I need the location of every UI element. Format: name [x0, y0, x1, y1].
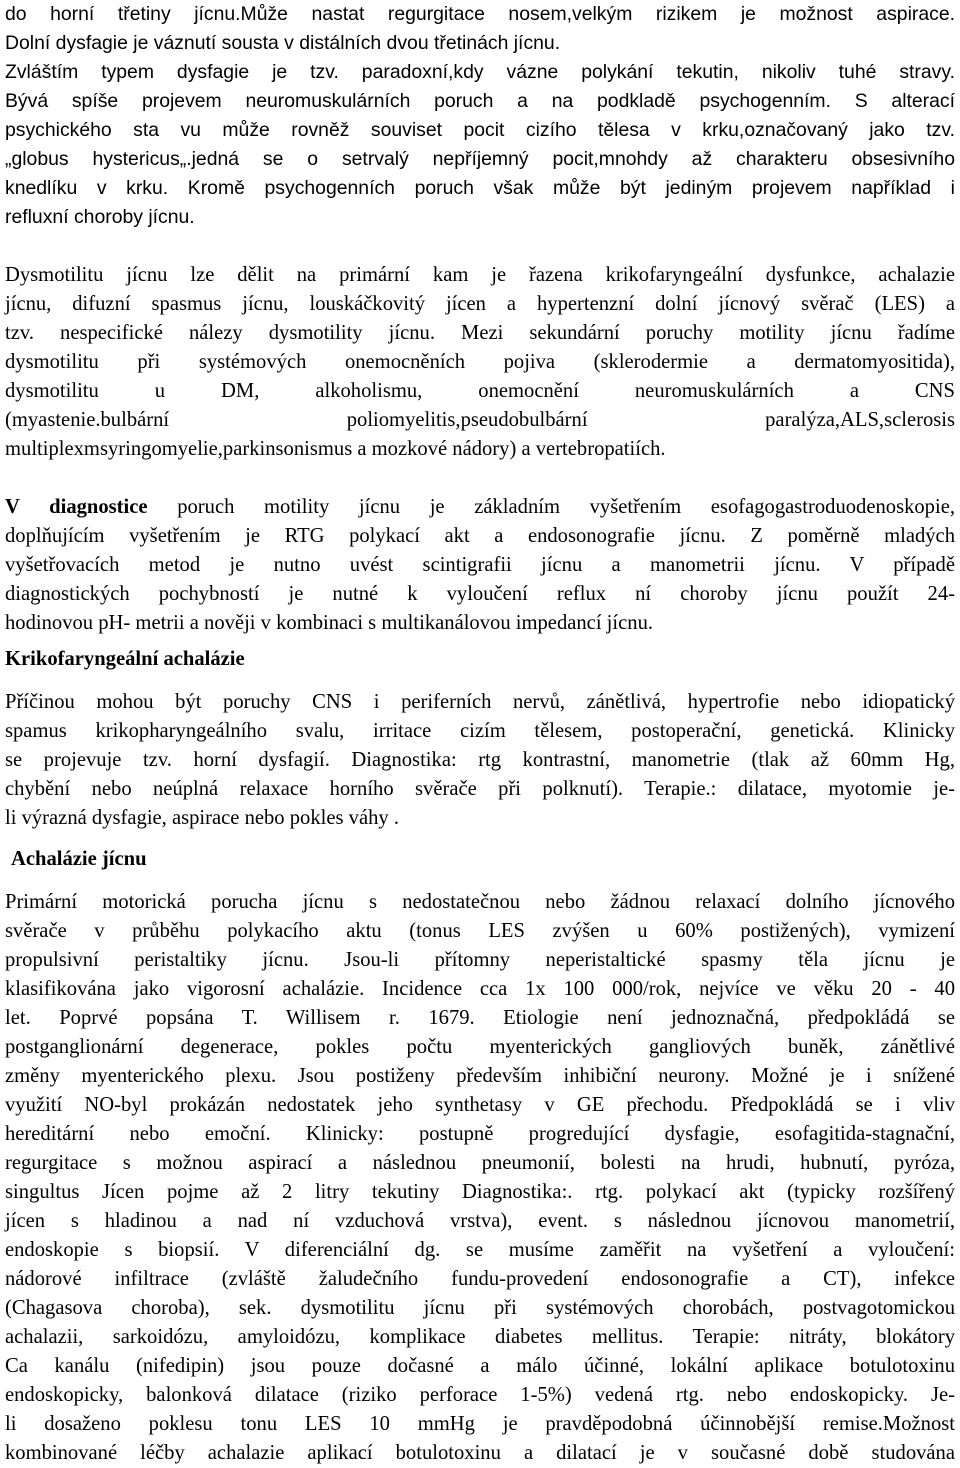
text-line: vyšetřovacích metod je nutno uvést scintigrafii jícnu a manometrii jícnu. V případě	[5, 554, 955, 576]
text-line: singultus Jícen pojme až 2 litry tekutiny Diagnostika:. rtg. polykací akt (typicky rozšířený	[5, 1181, 955, 1203]
text-line: postganglionární degenerace, pokles počtu myenterických gangliových buněk, zánětlivé	[5, 1036, 955, 1058]
text-line: Příčinou mohou být poruchy CNS i periferních nervů, zánětlivá, hypertrofie nebo idiopatický	[5, 691, 955, 713]
text-line: kombinované léčby achalazie aplikací botulotoxinu a dilatací je v současné době studována	[5, 1442, 955, 1464]
text-line: refluxní choroby jícnu.	[5, 206, 195, 228]
text-line: „globus hystericus„.jedná se o setrvalý nepříjemný pocit,mnohdy až charakteru obsesivního	[5, 148, 955, 170]
text-line: diagnostických pochybností je nutné k vyloučení reflux ní choroby jícnu použít 24-	[5, 583, 955, 605]
text-line: využití NO-byl prokázán nedostatek jeho synthetasy v GE přechodu. Předpokládá se i vliv	[5, 1094, 955, 1116]
text-line: se projevuje tzv. horní dysfagií. Diagnostika: rtg kontrastní, manometrie (tlak až 60mm Hg,	[5, 749, 955, 771]
text-line: endoskopicky, balonková dilatace (riziko perforace 1-5%) vedená rtg. nebo endoskopicky. Je-	[5, 1384, 955, 1406]
text-line: spamus krikopharyngeálního svalu, irritace cizím tělesem, postoperační, genetická. Klinicky	[5, 720, 955, 742]
dysmotility-paragraph	[5, 261, 955, 464]
krikofaryngealni-paragraph	[5, 688, 955, 833]
text-line: klasifikována jako vigorosní achalázie. Incidence cca 1x 100 000/rok, nejvíce ve věku 20 - 40	[5, 978, 955, 1000]
text-line: regurgitace s možnou aspirací a následnou pneumonií, bolesti na hrudi, hubnutí, pyróza,	[5, 1152, 955, 1174]
text-line: Ca kanálu (nifedipin) jsou pouze dočasné a málo účinné, lokální aplikace botulotoxinu	[5, 1355, 955, 1377]
text-line: endoskopie s biopsií. V diferenciální dg. se musíme zaměřit na vyšetření a vyloučení:	[5, 1239, 955, 1261]
text-line: chybění nebo neúplná relaxace horního svěrače při polknutí). Terapie.: dilatace, myotomie je-	[5, 778, 955, 800]
text-line: Bývá spíše projevem neuromuskulárních poruch a na podkladě psychogenním. S alterací	[5, 90, 955, 112]
paragraph-gap	[5, 232, 955, 261]
text-line: psychického sta vu může rovněž souviset pocit cizího tělesa v krku,označovaný jako tzv.	[5, 119, 955, 141]
text-line: hereditární nebo emoční. Klinicky: postupně progredující dysfagie, esofagitida-stagnační,	[5, 1123, 955, 1145]
text-line: li výrazná dysfagie, aspirace nebo pokles váhy .	[5, 807, 399, 829]
text-line: Dysmotilitu jícnu lze dělit na primární kam je řazena krikofaryngeální dysfunkce, achalazie	[5, 264, 955, 286]
diagnostics-paragraph	[5, 493, 955, 638]
heading-gap	[5, 833, 955, 845]
text-line: jícen s hladinou a nad ní vzduchová vrstva), event. s následnou jícnovou manometrií,	[5, 1210, 955, 1232]
diagnostics-first-rest: poruch motility jícnu je základním vyšetřením esofagogastroduodenoskopie,	[147, 496, 955, 518]
text-line: dysmotilitu u DM, alkoholismu, onemocnění neuromuskulárních a CNS	[5, 380, 955, 402]
text-line: (myastenie.bulbární poliomyelitis,pseudobulbární paralýza,ALS,sclerosis	[5, 409, 955, 431]
text-line: Primární motorická porucha jícnu s nedostatečnou nebo žádnou relaxací dolního jícnového	[5, 891, 955, 913]
text-line: do horní třetiny jícnu.Může nastat regurgitace nosem,velkým rizikem je možnost aspirace.	[5, 3, 955, 25]
section-heading-achalazie: Achalázie jícnu	[11, 848, 147, 870]
text-line: achalazii, sarkoidózu, amyloidózu, komplikace diabetes mellitus. Terapie: nitráty, blokátory	[5, 1326, 955, 1348]
document-page	[5, 0, 955, 1468]
paragraph-gap	[5, 464, 955, 493]
heading-gap	[5, 874, 955, 888]
section-heading-krikofaryngealni: Krikofaryngeální achalázie	[5, 648, 245, 670]
text-line: dysmotilitu při systémových onemocněních pojiva (sklerodermie a dermatomyositida),	[5, 351, 955, 373]
text-line: hodinovou pH- metrii a nověji v kombinaci s multikanálovou impedancí jícnu.	[5, 612, 654, 634]
text-line: propulsivní peristaltiky jícnu. Jsou-li přítomny neperistaltické spasmy těla jícnu je	[5, 949, 955, 971]
heading-gap	[5, 638, 955, 645]
text-line: tzv. nespecifické nálezy dysmotility jícnu. Mezi sekundární poruchy motility jícnu řadíme	[5, 322, 955, 344]
intro-paragraph	[5, 0, 955, 232]
heading-gap	[5, 674, 955, 688]
achalazie-paragraph	[5, 888, 955, 1468]
diagnostics-lead: V diagnostice	[5, 496, 148, 518]
text-line: změny myenterického plexu. Jsou postiženy především inhibiční neurony. Možné je i snížené	[5, 1065, 955, 1087]
text-line: Zvláštím typem dysfagie je tzv. paradoxní,kdy vázne polykání tekutin, nikoliv tuhé stravy.	[5, 61, 955, 83]
text-line: Dolní dysfagie je váznutí sousta v distálních dvou třetinách jícnu.	[5, 32, 561, 54]
text-line: knedlíku v krku. Kromě psychogenních poruch však může být jediným projevem například i	[5, 177, 955, 199]
text-line: multiplexmsyringomyelie,parkinsonismus a mozkové nádory) a vertebropatiích.	[5, 438, 666, 460]
text-line: svěrače v průběhu polykacího aktu (tonus LES zvýšen u 60% postižených), vymizení	[5, 920, 955, 942]
text-line: li dosaženo poklesu tonu LES 10 mmHg je pravděpodobná účinnobější remise.Možnost	[5, 1413, 955, 1435]
text-line	[5, 493, 955, 522]
text-line: doplňujícím vyšetřením je RTG polykací akt a endosonografie jícnu. Z poměrně mladých	[5, 525, 955, 547]
text-line: jícnu, difuzní spasmus jícnu, louskáčkovitý jícen a hypertenzní dolní jícnový svěrač (LES) a	[5, 293, 955, 315]
text-line: nádorové infiltrace (zvláště žaludečního fundu-provedení endosonografie a CT), infekce	[5, 1268, 955, 1290]
text-line: (Chagasova choroba), sek. dysmotilitu jícnu při systémových chorobách, postvagotomickou	[5, 1297, 955, 1319]
text-line: let. Poprvé popsána T. Willisem r. 1679. Etiologie není jednoznačná, předpokládá se	[5, 1007, 955, 1029]
